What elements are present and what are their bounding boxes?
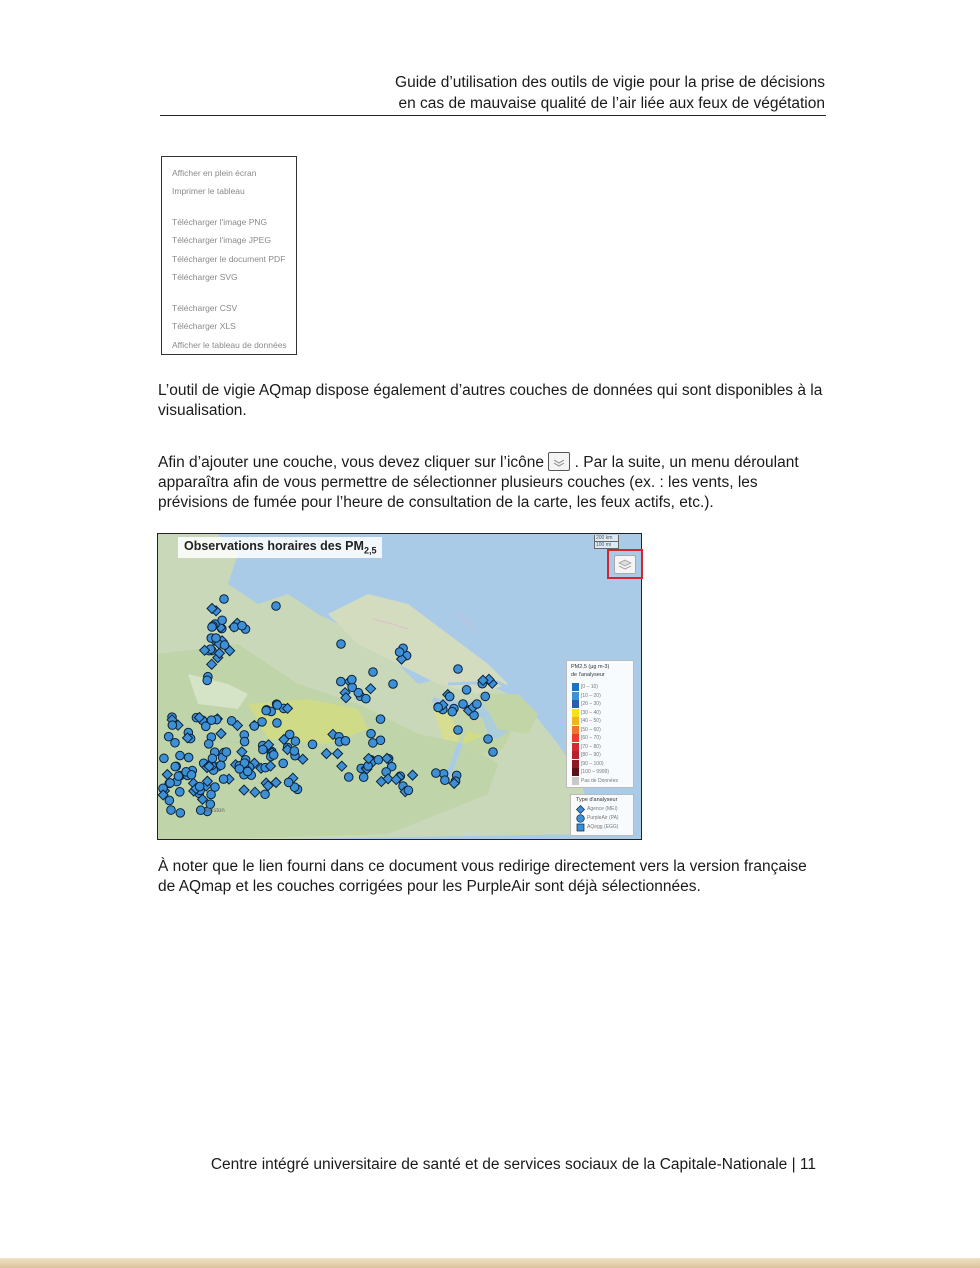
circle-marker-icon (576, 814, 585, 823)
purpleair-sensor-marker[interactable] (484, 735, 493, 744)
purpleair-sensor-marker[interactable] (187, 770, 196, 779)
map-label-boston: Boston (206, 808, 225, 814)
legend-range-label: [100 – 9999) (581, 769, 610, 775)
purpleair-sensor-marker[interactable] (258, 718, 267, 727)
purpleair-sensor-marker[interactable] (445, 692, 454, 701)
purpleair-sensor-marker[interactable] (212, 634, 221, 643)
purpleair-sensor-marker[interactable] (250, 722, 259, 731)
legend-swatch (572, 734, 579, 742)
legend-title-1: PM2,5 (µg m-3) (571, 664, 610, 670)
purpleair-sensor-marker[interactable] (341, 737, 350, 746)
purpleair-sensor-marker[interactable] (201, 722, 210, 731)
purpleair-sensor-marker[interactable] (211, 783, 220, 792)
purpleair-sensor-marker[interactable] (230, 623, 239, 632)
legend-swatch (572, 709, 579, 717)
legend-range-label: Pas de Données (581, 777, 618, 784)
purpleair-sensor-marker[interactable] (222, 748, 231, 757)
legend-range-label: [90 – 100) (581, 760, 604, 767)
paragraph-add-layer-end: . Par la suite, un menu déroulant apparaîtra afin de vous permettre de sélectionner plusieurs couches (ex. : les vents, les prévisions de fumée pour l’heure de consultation de la carte, les feux actifs, etc.). (158, 454, 799, 511)
purpleair-sensor-marker[interactable] (175, 788, 184, 797)
purpleair-sensor-marker[interactable] (160, 754, 169, 763)
purpleair-sensor-marker[interactable] (462, 686, 471, 695)
purpleair-sensor-marker[interactable] (174, 772, 183, 781)
purpleair-sensor-marker[interactable] (272, 602, 281, 611)
purpleair-sensor-marker[interactable] (389, 680, 398, 689)
purpleair-sensor-marker[interactable] (269, 751, 278, 760)
purpleair-sensor-marker[interactable] (448, 707, 457, 716)
purpleair-sensor-marker[interactable] (167, 806, 176, 815)
paragraph-add-layer-start: Afin d’ajouter une couche, vous devez cliquer sur l’icône (158, 454, 545, 471)
purpleair-sensor-marker[interactable] (337, 677, 346, 686)
purpleair-sensor-marker[interactable] (220, 595, 229, 604)
purpleair-sensor-marker[interactable] (344, 773, 353, 782)
purpleair-sensor-marker[interactable] (184, 753, 193, 762)
pm25-legend (566, 660, 634, 788)
legend-title-2: de l'analyseur (571, 672, 605, 678)
purpleair-sensor-marker[interactable] (243, 767, 252, 776)
purpleair-sensor-marker[interactable] (262, 706, 271, 715)
purpleair-sensor-marker[interactable] (218, 616, 227, 625)
legend-swatch (572, 751, 579, 759)
legend-range-label: [30 – 40) (581, 709, 601, 716)
legend-swatch (572, 777, 579, 785)
legend-swatch (572, 700, 579, 708)
purpleair-sensor-marker[interactable] (171, 762, 180, 771)
purpleair-sensor-marker[interactable] (240, 737, 249, 746)
purpleair-sensor-marker[interactable] (308, 740, 317, 749)
purpleair-sensor-marker[interactable] (238, 621, 247, 630)
purpleair-sensor-marker[interactable] (204, 740, 213, 749)
analyzer-type-legend (570, 794, 634, 836)
paragraph-add-layer (158, 452, 826, 513)
layers-icon (548, 452, 570, 471)
menu-item-jpeg[interactable]: Télécharger l'image JPEG (172, 235, 271, 245)
purpleair-sensor-marker[interactable] (376, 715, 385, 724)
legend-range-label: [50 – 60) (581, 726, 601, 733)
purpleair-sensor-marker[interactable] (454, 726, 463, 735)
purpleair-sensor-marker[interactable] (290, 747, 299, 756)
menu-item-svg[interactable]: Télécharger SVG (172, 272, 238, 282)
legend-range-label: [80 – 90) (581, 752, 601, 758)
purpleair-sensor-marker[interactable] (369, 668, 378, 677)
purpleair-sensor-marker[interactable] (220, 641, 229, 650)
paragraph-layers-intro: L’outil de vigie AQmap dispose également d’autres couches de données qui sont disponibles à la visualisation. (158, 382, 823, 419)
scale-km: 200 km (594, 535, 619, 542)
purpleair-sensor-marker[interactable] (259, 745, 268, 754)
square-marker-icon (576, 823, 585, 832)
legend-swatch (572, 692, 579, 700)
purpleair-sensor-marker[interactable] (459, 700, 468, 709)
purpleair-sensor-marker[interactable] (362, 694, 371, 703)
purpleair-sensor-marker[interactable] (489, 748, 498, 757)
menu-item-csv[interactable]: Télécharger CSV (172, 303, 238, 313)
purpleair-sensor-marker[interactable] (473, 700, 482, 709)
legend-range-label: [20 – 30) (581, 701, 601, 707)
purpleair-sensor-marker[interactable] (164, 732, 173, 741)
purpleair-sensor-marker[interactable] (481, 692, 490, 701)
legend-swatch (572, 743, 579, 751)
legend-range-label: [10 – 20) (581, 692, 601, 699)
map-scale (594, 535, 619, 549)
page-footer: Centre intégré universitaire de santé et de services sociaux de la Capitale-Nationale | 11 (210, 1156, 816, 1173)
purpleair-sensor-marker[interactable] (359, 773, 368, 782)
legend-swatch (572, 760, 579, 768)
purpleair-sensor-marker[interactable] (367, 729, 376, 738)
purpleair-sensor-marker[interactable] (176, 751, 185, 760)
scan-edge (0, 1258, 980, 1268)
header-line-2: en cas de mauvaise qualité de l’air liée aux feux de végétation (398, 95, 825, 112)
purpleair-sensor-marker[interactable] (217, 761, 226, 770)
paragraph-link-note: À noter que le lien fourni dans ce document vous redirige directement vers la version française de AQmap et les couches corrigées pour les PurpleAir sont déjà sélectionnées. (158, 858, 807, 895)
purpleair-sensor-marker[interactable] (374, 755, 383, 764)
map-title-main: Observations horaires des PM (184, 539, 364, 553)
layers-button-highlight (607, 549, 643, 579)
menu-item-xls[interactable]: Télécharger XLS (172, 321, 236, 331)
map-title-subscript: 2,5 (363, 545, 377, 556)
legend-swatch (572, 726, 579, 734)
purpleair-sensor-marker[interactable] (195, 782, 204, 791)
legend2-title: Type d'analyseur (576, 797, 618, 803)
menu-item-data-table[interactable]: Afficher le tableau de données (172, 340, 287, 350)
legend-range-label: [60 – 70) (581, 735, 601, 741)
purpleair-sensor-marker[interactable] (454, 665, 463, 674)
purpleair-sensor-marker[interactable] (369, 739, 378, 748)
legend-swatch (572, 768, 579, 776)
purpleair-sensor-marker[interactable] (434, 703, 443, 712)
scale-mi: 100 mi (594, 542, 619, 549)
purpleair-sensor-marker[interactable] (404, 786, 413, 795)
purpleair-sensor-marker[interactable] (284, 778, 293, 787)
purpleair-sensor-marker[interactable] (432, 769, 441, 778)
header-line-1: Guide d’utilisation des outils de vigie pour la prise de décisions (395, 74, 825, 91)
running-header (160, 72, 825, 114)
legend-range-label: [40 – 50) (581, 718, 601, 724)
purpleair-sensor-marker[interactable] (219, 775, 228, 784)
purpleair-sensor-marker[interactable] (208, 623, 217, 632)
purpleair-sensor-marker[interactable] (168, 721, 177, 730)
legend2-item-agency: Agence (MEI) (587, 806, 618, 812)
map-title (178, 537, 382, 558)
menu-item-fullscreen[interactable]: Afficher en plein écran (172, 168, 257, 178)
legend2-item-aqegg: AQegg (EGG) (587, 824, 619, 830)
header-rule (160, 115, 826, 116)
purpleair-sensor-marker[interactable] (273, 701, 282, 710)
purpleair-sensor-marker[interactable] (395, 648, 404, 657)
purpleair-sensor-marker[interactable] (348, 675, 357, 684)
diamond-marker-icon (576, 805, 585, 814)
purpleair-sensor-marker[interactable] (337, 640, 346, 649)
menu-item-print[interactable]: Imprimer le tableau (172, 186, 245, 196)
purpleair-sensor-marker[interactable] (203, 676, 212, 685)
legend-range-label: [70 – 80) (581, 743, 601, 750)
purpleair-sensor-marker[interactable] (441, 776, 450, 785)
legend-swatch (572, 717, 579, 725)
purpleair-sensor-marker[interactable] (176, 809, 185, 818)
legend2-item-purpleair: PurpleAir (PA) (587, 815, 619, 821)
menu-item-png[interactable]: Télécharger l'image PNG (172, 217, 268, 227)
menu-item-pdf[interactable]: Télécharger le document PDF (172, 254, 286, 264)
purpleair-sensor-marker[interactable] (273, 719, 282, 728)
purpleair-sensor-marker[interactable] (196, 806, 205, 815)
legend-swatch (572, 683, 579, 691)
export-menu-screenshot (161, 156, 297, 355)
purpleair-sensor-marker[interactable] (279, 759, 288, 768)
legend-range-label: [0 – 10) (581, 684, 598, 690)
purpleair-sensor-marker[interactable] (235, 765, 244, 774)
